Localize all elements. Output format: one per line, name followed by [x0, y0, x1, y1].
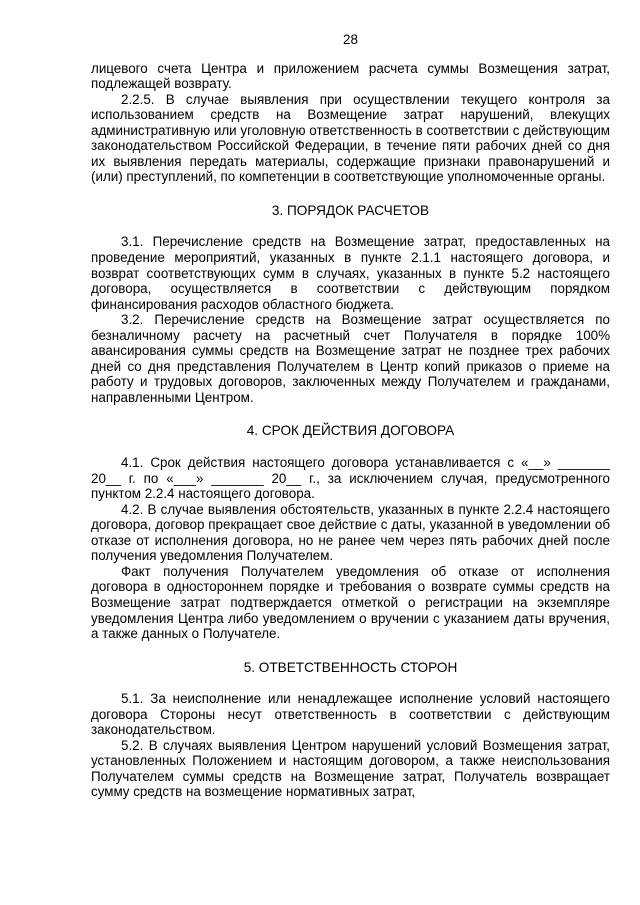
section-payment-procedure: [91, 203, 610, 406]
paragraph-4-2: 4.2. В случае выявления обстоятельств, указанных в пункте 2.2.4 настоящего договора, договор прекращает свое действие с даты, указанной в уведомлении об отказе от исполнения договора, но не ранее чем через пять рабочих дней после получения уведомления Получателем.: [91, 501, 610, 564]
section-liability: [91, 660, 610, 800]
section-heading: 5. ОТВЕТСТВЕННОСТЬ СТОРОН: [243, 659, 458, 675]
paragraph-3-1: 3.1. Перечисление средств на Возмещение затрат, предоставленных на проведение мероприятий, указанных в пункте 2.1.1 настоящего договора, и возврат соответствующих сумм в случаях, указанных в пункте 5.2 настоящего договора, осуществляется в соответствии с действующим порядком финансирования расходов областного бюджета.: [91, 234, 610, 312]
paragraph-3-2: 3.2. Перечисление средств на Возмещение затрат осуществляется по безналичному расчету на расчетный счет Получателя в порядке 100% авансирования суммы средств на Возмещение затрат не позднее трех рабочих дней со дня представления Получателем в Центр копий приказов о приеме на работу и трудовых договоров, заключенных между Получателем и гражданами, направленными Центром.: [91, 312, 610, 405]
paragraph-5-2: 5.2. В случаях выявления Центром нарушений условий Возмещения затрат, установленных Положением и настоящим договором, а также неиспользования Получателем суммы средств на Возмещение затрат, Получатель возвращает сумму средств на возмещение нормативных затрат,: [91, 737, 610, 800]
paragraph-notice-receipt: Факт получения Получателем уведомления об отказе от исполнения договора в одностороннем порядке и требования о возврате суммы средств на Возмещение затрат подтверждается отметкой о регистрации на экземпляре уведомления Центра либо уведомлением о вручении с указанием даты вручения, а также данных о Получателе.: [91, 563, 610, 642]
section-heading: 4. СРОК ДЕЙСТВИЯ ДОГОВОРА: [246, 423, 455, 439]
paragraph-4-1: 4.1. Срок действия настоящего договора устанавливается с «__» _______ 20__ г. по «___» _______ 20__ г., за исключением случая, предусмотренного пунктом 2.2.4 настоящего договора.: [91, 455, 610, 502]
section-heading: 3. ПОРЯДОК РАСЧЕТОВ: [271, 202, 430, 218]
page-number: 28: [343, 32, 358, 47]
intro-paragraph-continuation: лицевого счета Центра и приложением расчета суммы Возмещения затрат, подлежащей возврату.: [91, 60, 610, 92]
paragraph-5-1: 5.1. За неисполнение или ненадлежащее исполнение условий настоящего договора Стороны несут ответственность в соответствии с действующим законодательством.: [91, 691, 610, 738]
intro-paragraph-2-2-5: 2.2.5. В случае выявления при осуществлении текущего контроля за использованием средств на Возмещение затрат нарушений, влекущих административную или уголовную ответственность в соответствии с действующим законодательством Российской Федерации, в течение пяти рабочих дней со дня их выявления передать материалы, содержащие признаки правонарушений и (или) преступлений, по компетенции в соответствующие уполномоченные органы.: [91, 91, 610, 185]
section-contract-term: [91, 423, 610, 641]
